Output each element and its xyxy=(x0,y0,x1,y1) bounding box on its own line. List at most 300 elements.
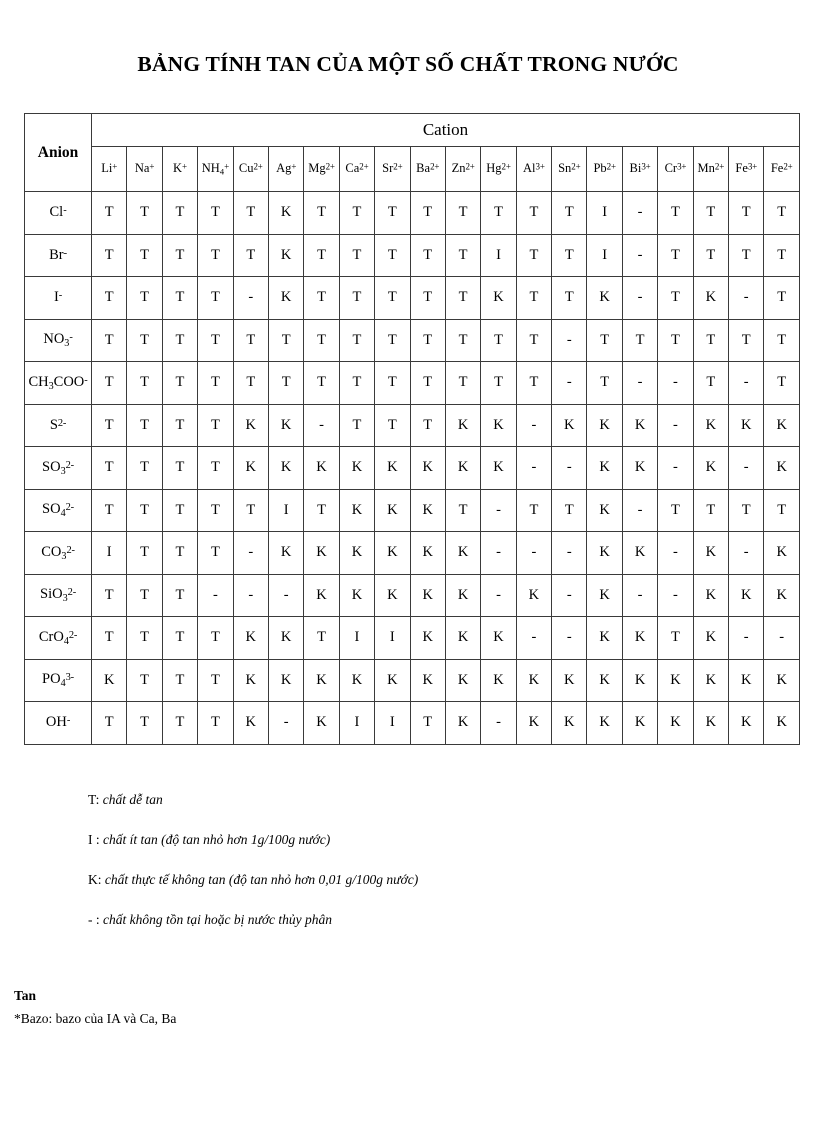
cell-SO32--Pb2+: K xyxy=(587,447,622,490)
cell-NO3--Pb2+: T xyxy=(587,319,622,362)
cell-S2--Ba2+: T xyxy=(410,404,445,447)
cell-SO42--Ba2+: K xyxy=(410,489,445,532)
cell-I--Pb2+: K xyxy=(587,277,622,320)
cell-CrO42--Fe3+: - xyxy=(729,617,764,660)
cell-I--Mn2+: K xyxy=(693,277,728,320)
cell-S2--K+: T xyxy=(162,404,197,447)
cell-Cl--Ba2+: T xyxy=(410,192,445,235)
header-cation-Zn2+: $Zn^{2+}$ xyxy=(445,147,480,192)
cell-CO32--Cu2+: - xyxy=(233,532,268,575)
cell-Cl--Fe2+: T xyxy=(764,192,800,235)
cell-SO42--Fe2+: T xyxy=(764,489,800,532)
cell-PO43--Sn2+: K xyxy=(552,659,587,702)
cell-CrO42--Mg2+: T xyxy=(304,617,339,660)
cell-CH3COO--Li+: T xyxy=(92,362,127,405)
solubility-table xyxy=(24,113,800,745)
cell-SO42--Cr3+: T xyxy=(658,489,693,532)
cell-CO32--Bi3+: K xyxy=(622,532,657,575)
cell-CrO42--Ca2+: I xyxy=(339,617,374,660)
cell-OH--Li+: T xyxy=(92,702,127,745)
cell-PO43--K+: T xyxy=(162,659,197,702)
cell-SiO32--Ba2+: K xyxy=(410,574,445,617)
cell-CH3COO--Hg2+: T xyxy=(481,362,516,405)
cell-CO32--Pb2+: K xyxy=(587,532,622,575)
cell-I--Fe3+: - xyxy=(729,277,764,320)
cell-SiO32--Hg2+: - xyxy=(481,574,516,617)
cell-SiO32--K+: T xyxy=(162,574,197,617)
cell-SiO32--Al3+: K xyxy=(516,574,551,617)
cell-CH3COO--Sr2+: T xyxy=(375,362,410,405)
cell-CrO42--Li+: T xyxy=(92,617,127,660)
cell-NO3--Bi3+: T xyxy=(622,319,657,362)
cell-PO43--NH4+: T xyxy=(198,659,233,702)
cell-Cl--Ag+: K xyxy=(268,192,303,235)
cell-CrO42--Cr3+: T xyxy=(658,617,693,660)
cell-SiO32--Cr3+: - xyxy=(658,574,693,617)
cell-Cl--Al3+: T xyxy=(516,192,551,235)
cell-SO32--K+: T xyxy=(162,447,197,490)
cell-SO32--Cu2+: K xyxy=(233,447,268,490)
footer-notes xyxy=(14,988,714,1027)
cell-CO32--Zn2+: K xyxy=(445,532,480,575)
header-cation-Pb2+: $Pb^{2+}$ xyxy=(587,147,622,192)
header-cation-Cr3+: $Cr^{3+}$ xyxy=(658,147,693,192)
cell-CH3COO--Pb2+: T xyxy=(587,362,622,405)
cell-CrO42--Mn2+: K xyxy=(693,617,728,660)
cell-OH--Na+: T xyxy=(127,702,162,745)
cell-Br--Ba2+: T xyxy=(410,234,445,277)
cell-SO42--Sn2+: T xyxy=(552,489,587,532)
cell-CO32--Ag+: K xyxy=(268,532,303,575)
cell-Cl--Li+: T xyxy=(92,192,127,235)
cell-S2--Pb2+: K xyxy=(587,404,622,447)
cell-Cl--Mg2+: T xyxy=(304,192,339,235)
legend-item-3 xyxy=(88,912,708,928)
table-row xyxy=(25,192,800,235)
header-cation-Sr2+: $Sr^{2+}$ xyxy=(375,147,410,192)
cell-PO43--Zn2+: K xyxy=(445,659,480,702)
table-row xyxy=(25,447,800,490)
cell-SiO32--Fe3+: K xyxy=(729,574,764,617)
cell-S2--Na+: T xyxy=(127,404,162,447)
cell-SiO32--Sn2+: - xyxy=(552,574,587,617)
anion-label-SiO32-: SiO$_3^{2-}$ xyxy=(25,574,92,617)
cell-CrO42--Na+: T xyxy=(127,617,162,660)
header-cation-Hg2+: $Hg^{2+}$ xyxy=(481,147,516,192)
cell-CH3COO--Na+: T xyxy=(127,362,162,405)
cell-OH--Fe2+: K xyxy=(764,702,800,745)
cell-NO3--Ba2+: T xyxy=(410,319,445,362)
cell-Cl--Pb2+: I xyxy=(587,192,622,235)
cell-CO32--Cr3+: - xyxy=(658,532,693,575)
cell-CH3COO--Bi3+: - xyxy=(622,362,657,405)
header-cation-Mn2+: $Mn^{2+}$ xyxy=(693,147,728,192)
cell-I--Cr3+: T xyxy=(658,277,693,320)
table-row xyxy=(25,659,800,702)
cell-CH3COO--Fe3+: - xyxy=(729,362,764,405)
solubility-table-container xyxy=(24,113,800,745)
cell-Br--Bi3+: - xyxy=(622,234,657,277)
cell-CrO42--Ba2+: K xyxy=(410,617,445,660)
cell-CO32--Hg2+: - xyxy=(481,532,516,575)
cell-SO32--Mg2+: K xyxy=(304,447,339,490)
cell-Br--Fe3+: T xyxy=(729,234,764,277)
cell-SiO32--Ag+: - xyxy=(268,574,303,617)
cell-PO43--Fe2+: K xyxy=(764,659,800,702)
cell-SO32--Ca2+: K xyxy=(339,447,374,490)
cell-Cl--Ca2+: T xyxy=(339,192,374,235)
cell-PO43--Ag+: K xyxy=(268,659,303,702)
cell-S2--NH4+: T xyxy=(198,404,233,447)
cell-SO32--Al3+: - xyxy=(516,447,551,490)
table-row xyxy=(25,489,800,532)
header-anion-corner: Anion xyxy=(25,114,92,192)
cell-OH--Cu2+: K xyxy=(233,702,268,745)
cell-Cl--Sn2+: T xyxy=(552,192,587,235)
cell-S2--Ca2+: T xyxy=(339,404,374,447)
cell-CrO42--K+: T xyxy=(162,617,197,660)
cell-Br--Sr2+: T xyxy=(375,234,410,277)
cell-I--Ba2+: T xyxy=(410,277,445,320)
cell-CH3COO--K+: T xyxy=(162,362,197,405)
cell-SiO32--Mg2+: K xyxy=(304,574,339,617)
header-cation-Na+: Na+ xyxy=(127,147,162,192)
cell-CH3COO--Fe2+: T xyxy=(764,362,800,405)
cell-CH3COO--Zn2+: T xyxy=(445,362,480,405)
page-title: BẢNG TÍNH TAN CỦA MỘT SỐ CHẤT TRONG NƯỚC xyxy=(137,52,679,76)
header-cation-Ca2+: $Ca^{2+}$ xyxy=(339,147,374,192)
cell-PO43--Mg2+: K xyxy=(304,659,339,702)
cell-OH--Mg2+: K xyxy=(304,702,339,745)
table-row xyxy=(25,277,800,320)
legend-description: chất thực tế không tan (độ tan nhỏ hơn 0,01 g/100g nước) xyxy=(104,872,419,887)
cell-NO3--Li+: T xyxy=(92,319,127,362)
cell-NO3--Mg2+: T xyxy=(304,319,339,362)
table-body xyxy=(25,192,800,745)
header-cation-Al3+: $Al^{3+}$ xyxy=(516,147,551,192)
cell-S2--Ag+: K xyxy=(268,404,303,447)
cell-SO42--Pb2+: K xyxy=(587,489,622,532)
cell-CH3COO--Ag+: T xyxy=(268,362,303,405)
header-cation-group: Cation xyxy=(92,114,800,147)
cell-OH--Sr2+: I xyxy=(375,702,410,745)
cell-Br--Cr3+: T xyxy=(658,234,693,277)
header-cation-Mg2+: $Mg^{2+}$ xyxy=(304,147,339,192)
cell-SiO32--Na+: T xyxy=(127,574,162,617)
cell-OH--Hg2+: - xyxy=(481,702,516,745)
legend-description: chất dễ tan xyxy=(102,792,163,807)
cell-I--Hg2+: K xyxy=(481,277,516,320)
cell-Br--Zn2+: T xyxy=(445,234,480,277)
cell-Br--Sn2+: T xyxy=(552,234,587,277)
cell-S2--Bi3+: K xyxy=(622,404,657,447)
cell-CrO42--Sn2+: - xyxy=(552,617,587,660)
cell-I--NH4+: T xyxy=(198,277,233,320)
header-cation-Ba2+: $Ba^{2+}$ xyxy=(410,147,445,192)
cell-OH--Sn2+: K xyxy=(552,702,587,745)
cell-CO32--Mg2+: K xyxy=(304,532,339,575)
table-row xyxy=(25,617,800,660)
table-row xyxy=(25,574,800,617)
cell-PO43--Cu2+: K xyxy=(233,659,268,702)
cell-Br--Mg2+: T xyxy=(304,234,339,277)
table-header xyxy=(25,114,800,192)
cell-CO32--Sn2+: - xyxy=(552,532,587,575)
cell-Cl--Na+: T xyxy=(127,192,162,235)
cell-SO32--Hg2+: K xyxy=(481,447,516,490)
legend-code: T: xyxy=(88,792,103,807)
cell-PO43--Fe3+: K xyxy=(729,659,764,702)
cell-SO42--Ca2+: K xyxy=(339,489,374,532)
cell-SO42--K+: T xyxy=(162,489,197,532)
cell-NO3--Sn2+: - xyxy=(552,319,587,362)
cell-SO32--Ag+: K xyxy=(268,447,303,490)
cell-PO43--Hg2+: K xyxy=(481,659,516,702)
cell-NO3--Cu2+: T xyxy=(233,319,268,362)
cell-Cl--Zn2+: T xyxy=(445,192,480,235)
cell-I--Mg2+: T xyxy=(304,277,339,320)
legend-description: chất không tồn tại hoặc bị nước thủy phân xyxy=(103,912,333,927)
cell-CO32--Mn2+: K xyxy=(693,532,728,575)
header-cation-Li+: Li+ xyxy=(92,147,127,192)
cell-Cl--Cr3+: T xyxy=(658,192,693,235)
cell-CO32--Fe2+: K xyxy=(764,532,800,575)
anion-label-S2-: $S^{2-}$ xyxy=(25,404,92,447)
cell-I--K+: T xyxy=(162,277,197,320)
cell-OH--Cr3+: K xyxy=(658,702,693,745)
anion-label-CO32-: $CO_3^{2-}$ xyxy=(25,532,92,575)
cell-I--Bi3+: - xyxy=(622,277,657,320)
cell-CrO42--Ag+: K xyxy=(268,617,303,660)
cell-SO42--NH4+: T xyxy=(198,489,233,532)
cell-CH3COO--Ca2+: T xyxy=(339,362,374,405)
cell-SO32--Ba2+: K xyxy=(410,447,445,490)
cell-OH--Ba2+: T xyxy=(410,702,445,745)
cell-CH3COO--Cu2+: T xyxy=(233,362,268,405)
cell-S2--Cu2+: K xyxy=(233,404,268,447)
cell-Cl--K+: T xyxy=(162,192,197,235)
cell-SO32--Na+: T xyxy=(127,447,162,490)
cell-I--Na+: T xyxy=(127,277,162,320)
anion-label-Br-: Br- xyxy=(25,234,92,277)
cell-Br--Ca2+: T xyxy=(339,234,374,277)
legend-item-0 xyxy=(88,792,708,808)
cell-I--Ag+: K xyxy=(268,277,303,320)
cell-CO32--Na+: T xyxy=(127,532,162,575)
cell-SiO32--Bi3+: - xyxy=(622,574,657,617)
cell-CrO42--Fe2+: - xyxy=(764,617,800,660)
cell-SO42--Li+: T xyxy=(92,489,127,532)
cell-PO43--Pb2+: K xyxy=(587,659,622,702)
cell-SO42--Al3+: T xyxy=(516,489,551,532)
cell-CrO42--Pb2+: K xyxy=(587,617,622,660)
cell-S2--Fe2+: K xyxy=(764,404,800,447)
header-cation-Fe3+: $Fe^{3+}$ xyxy=(729,147,764,192)
cell-SO42--Fe3+: T xyxy=(729,489,764,532)
cell-CH3COO--Mn2+: T xyxy=(693,362,728,405)
cell-S2--Mg2+: - xyxy=(304,404,339,447)
cell-CO32--Sr2+: K xyxy=(375,532,410,575)
cell-NO3--Al3+: T xyxy=(516,319,551,362)
cell-NO3--NH4+: T xyxy=(198,319,233,362)
cell-PO43--Bi3+: K xyxy=(622,659,657,702)
cell-OH--Zn2+: K xyxy=(445,702,480,745)
cell-Br--Na+: T xyxy=(127,234,162,277)
table-row xyxy=(25,319,800,362)
cell-Br--K+: T xyxy=(162,234,197,277)
table-row xyxy=(25,234,800,277)
cell-SO32--Mn2+: K xyxy=(693,447,728,490)
cell-Br--Hg2+: I xyxy=(481,234,516,277)
cell-Br--Pb2+: I xyxy=(587,234,622,277)
cell-SiO32--Mn2+: K xyxy=(693,574,728,617)
cell-I--Cu2+: - xyxy=(233,277,268,320)
cell-NO3--Fe2+: T xyxy=(764,319,800,362)
cell-OH--Ca2+: I xyxy=(339,702,374,745)
cell-CrO42--Al3+: - xyxy=(516,617,551,660)
anion-label-SO32-: $SO_3^{2-}$ xyxy=(25,447,92,490)
cell-NO3--Zn2+: T xyxy=(445,319,480,362)
cell-CrO42--NH4+: T xyxy=(198,617,233,660)
cell-NO3--Hg2+: T xyxy=(481,319,516,362)
cell-Cl--Sr2+: T xyxy=(375,192,410,235)
cell-Br--Mn2+: T xyxy=(693,234,728,277)
cell-CrO42--Zn2+: K xyxy=(445,617,480,660)
cell-PO43--Cr3+: K xyxy=(658,659,693,702)
cell-Cl--Bi3+: - xyxy=(622,192,657,235)
legend-item-2 xyxy=(88,872,708,888)
anion-label-CrO42-: CrO$_4^{2-}$ xyxy=(25,617,92,660)
anion-label-I-: I- xyxy=(25,277,92,320)
cell-I--Zn2+: T xyxy=(445,277,480,320)
cell-SiO32--Cu2+: - xyxy=(233,574,268,617)
cell-I--Ca2+: T xyxy=(339,277,374,320)
cell-CO32--Li+: I xyxy=(92,532,127,575)
legend-description: chất ít tan (độ tan nhỏ hơn 1g/100g nước) xyxy=(103,832,331,847)
cell-Br--Ag+: K xyxy=(268,234,303,277)
cell-SiO32--Ca2+: K xyxy=(339,574,374,617)
cell-SiO32--Li+: T xyxy=(92,574,127,617)
footer-heading: Tan xyxy=(14,988,37,1003)
cell-CH3COO--NH4+: T xyxy=(198,362,233,405)
cell-PO43--Ba2+: K xyxy=(410,659,445,702)
cell-I--Sr2+: T xyxy=(375,277,410,320)
cell-OH--Mn2+: K xyxy=(693,702,728,745)
cell-OH--Ag+: - xyxy=(268,702,303,745)
cell-OH--NH4+: T xyxy=(198,702,233,745)
header-cation-K+: K+ xyxy=(162,147,197,192)
cell-SO32--Li+: T xyxy=(92,447,127,490)
cell-CO32--Al3+: - xyxy=(516,532,551,575)
anion-label-CH3COO-: $CH_3COO^-$ xyxy=(25,362,92,405)
cell-CrO42--Hg2+: K xyxy=(481,617,516,660)
cell-SO42--Bi3+: - xyxy=(622,489,657,532)
header-row-cations xyxy=(25,147,800,192)
cell-Br--Cu2+: T xyxy=(233,234,268,277)
cell-S2--Zn2+: K xyxy=(445,404,480,447)
cell-SO42--Mn2+: T xyxy=(693,489,728,532)
cell-NO3--Mn2+: T xyxy=(693,319,728,362)
cell-SO32--Fe2+: K xyxy=(764,447,800,490)
cell-SiO32--Zn2+: K xyxy=(445,574,480,617)
cell-OH--Bi3+: K xyxy=(622,702,657,745)
cell-SO42--Hg2+: - xyxy=(481,489,516,532)
header-cation-Sn2+: $Sn^{2+}$ xyxy=(552,147,587,192)
cell-SO32--Cr3+: - xyxy=(658,447,693,490)
cell-NO3--Cr3+: T xyxy=(658,319,693,362)
anion-label-Cl-: Cl- xyxy=(25,192,92,235)
cell-S2--Mn2+: K xyxy=(693,404,728,447)
table-row xyxy=(25,362,800,405)
legend-item-1 xyxy=(88,832,708,848)
cell-S2--Hg2+: K xyxy=(481,404,516,447)
cell-PO43--Ca2+: K xyxy=(339,659,374,702)
cell-Br--Al3+: T xyxy=(516,234,551,277)
cell-NO3--Fe3+: T xyxy=(729,319,764,362)
cell-PO43--Al3+: K xyxy=(516,659,551,702)
anion-label-SO42-: $SO_4^{2-}$ xyxy=(25,489,92,532)
cell-NO3--Ca2+: T xyxy=(339,319,374,362)
cell-SO42--Cu2+: T xyxy=(233,489,268,532)
legend-code: I : xyxy=(88,832,103,847)
cell-CH3COO--Mg2+: T xyxy=(304,362,339,405)
cell-NO3--K+: T xyxy=(162,319,197,362)
cell-CO32--NH4+: T xyxy=(198,532,233,575)
cell-Cl--Mn2+: T xyxy=(693,192,728,235)
cell-NO3--Ag+: T xyxy=(268,319,303,362)
cell-CO32--Ba2+: K xyxy=(410,532,445,575)
cell-S2--Sr2+: T xyxy=(375,404,410,447)
cell-SO32--Fe3+: - xyxy=(729,447,764,490)
cell-Cl--NH4+: T xyxy=(198,192,233,235)
cell-I--Sn2+: T xyxy=(552,277,587,320)
table-row xyxy=(25,702,800,745)
cell-CO32--Fe3+: - xyxy=(729,532,764,575)
cell-SO32--Sn2+: - xyxy=(552,447,587,490)
cell-CrO42--Cu2+: K xyxy=(233,617,268,660)
cell-SO42--Sr2+: K xyxy=(375,489,410,532)
cell-CH3COO--Cr3+: - xyxy=(658,362,693,405)
cell-S2--Al3+: - xyxy=(516,404,551,447)
cell-PO43--Sr2+: K xyxy=(375,659,410,702)
cell-I--Li+: T xyxy=(92,277,127,320)
cell-Br--Li+: T xyxy=(92,234,127,277)
legend-code: - : xyxy=(88,912,103,927)
cell-SO42--Mg2+: T xyxy=(304,489,339,532)
cell-PO43--Na+: T xyxy=(127,659,162,702)
cell-SO32--Zn2+: K xyxy=(445,447,480,490)
header-cation-Cu2+: $Cu^{2+}$ xyxy=(233,147,268,192)
cell-CH3COO--Ba2+: T xyxy=(410,362,445,405)
cell-Cl--Hg2+: T xyxy=(481,192,516,235)
cell-OH--Fe3+: K xyxy=(729,702,764,745)
cell-SO42--Na+: T xyxy=(127,489,162,532)
header-cation-Ag+: Ag+ xyxy=(268,147,303,192)
cell-S2--Sn2+: K xyxy=(552,404,587,447)
cell-S2--Fe3+: K xyxy=(729,404,764,447)
header-cation-Bi3+: $Bi^{3+}$ xyxy=(622,147,657,192)
cell-CH3COO--Sn2+: - xyxy=(552,362,587,405)
cell-PO43--Li+: K xyxy=(92,659,127,702)
cell-CO32--Ca2+: K xyxy=(339,532,374,575)
cell-SO32--Sr2+: K xyxy=(375,447,410,490)
cell-I--Fe2+: T xyxy=(764,277,800,320)
cell-S2--Cr3+: - xyxy=(658,404,693,447)
cell-Br--NH4+: T xyxy=(198,234,233,277)
cell-SiO32--NH4+: - xyxy=(198,574,233,617)
header-row-group xyxy=(25,114,800,147)
cell-SO32--NH4+: T xyxy=(198,447,233,490)
